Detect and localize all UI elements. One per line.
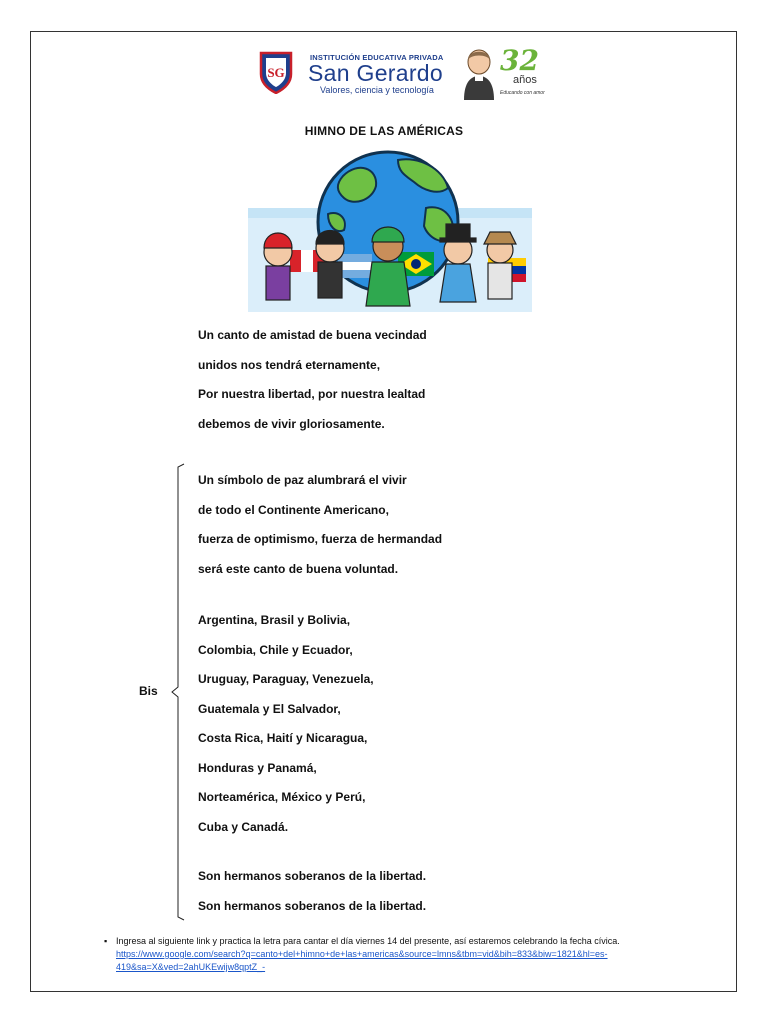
lyric-line: Cuba y Canadá. bbox=[198, 819, 289, 834]
svg-text:SG: SG bbox=[267, 65, 285, 80]
lyric-line: Son hermanos soberanos de la libertad. bbox=[198, 869, 427, 883]
bullet-icon: ▪ bbox=[104, 936, 108, 946]
globe-children-illustration bbox=[248, 146, 532, 312]
footnote-text: Ingresa al siguiente link y practica la letra para cantar el día viernes 14 del presente, así estaremos celebrando la fecha cívica. bbox=[116, 936, 620, 946]
institution-type: INSTITUCIÓN EDUCATIVA PRIVADA bbox=[310, 53, 444, 62]
stanza-3-countries bbox=[198, 614, 374, 850]
stanza-2 bbox=[198, 474, 442, 592]
lyric-line: Un símbolo de paz alumbrará el vivir bbox=[198, 473, 407, 487]
anniversary-tagline: Educando con amor bbox=[500, 90, 545, 96]
lyric-line: será este canto de buena voluntad. bbox=[198, 561, 399, 576]
stanza-4 bbox=[198, 870, 426, 929]
lyric-line: debemos de vivir gloriosamente. bbox=[198, 416, 385, 431]
anniversary-number: 32 bbox=[500, 44, 539, 77]
lyric-line: fuerza de optimismo, fuerza de hermandad bbox=[198, 532, 443, 546]
lyric-line: unidos nos tendrá eternamente, bbox=[198, 357, 381, 372]
bis-label: Bis bbox=[139, 684, 158, 698]
anniversary-word: años bbox=[513, 74, 537, 86]
lyric-line: Por nuestra libertad, por nuestra lealtad bbox=[198, 387, 426, 401]
footnote bbox=[104, 935, 704, 974]
lyric-line: Uruguay, Paraguay, Venezuela, bbox=[198, 672, 374, 686]
document-title: HIMNO DE LAS AMÉRICAS bbox=[304, 124, 464, 138]
school-header bbox=[258, 44, 558, 104]
practice-video-link[interactable]: https://www.google.com/search?q=canto+del+himno+de+las+americas&source=lmns&tbm=vid&bih=833&biw=1821&hl=es-419&sa=X&ved=2ahUKEwijw8qptZ_- bbox=[116, 949, 608, 972]
lyric-line: de todo el Continente Americano, bbox=[198, 502, 389, 517]
institution-name: San Gerardo bbox=[308, 60, 443, 86]
bis-bracket bbox=[170, 463, 188, 921]
anniversary-logo bbox=[498, 44, 548, 102]
lyric-line: Guatemala y El Salvador, bbox=[198, 701, 341, 716]
institution-motto: Valores, ciencia y tecnología bbox=[320, 85, 434, 95]
lyric-line: Argentina, Brasil y Bolivia, bbox=[198, 613, 351, 627]
lyric-line: Un canto de amistad de buena vecindad bbox=[198, 328, 427, 342]
lyric-line: Son hermanos soberanos de la libertad. bbox=[198, 898, 427, 913]
lyric-line: Costa Rica, Haití y Nicaragua, bbox=[198, 731, 368, 745]
lyric-line: Colombia, Chile y Ecuador, bbox=[198, 642, 353, 657]
school-shield-logo bbox=[258, 50, 294, 94]
lyric-line: Norteamérica, México y Perú, bbox=[198, 790, 366, 804]
stanza-1 bbox=[198, 329, 427, 447]
saint-portrait-image bbox=[461, 46, 497, 100]
lyric-line: Honduras y Panamá, bbox=[198, 760, 317, 775]
